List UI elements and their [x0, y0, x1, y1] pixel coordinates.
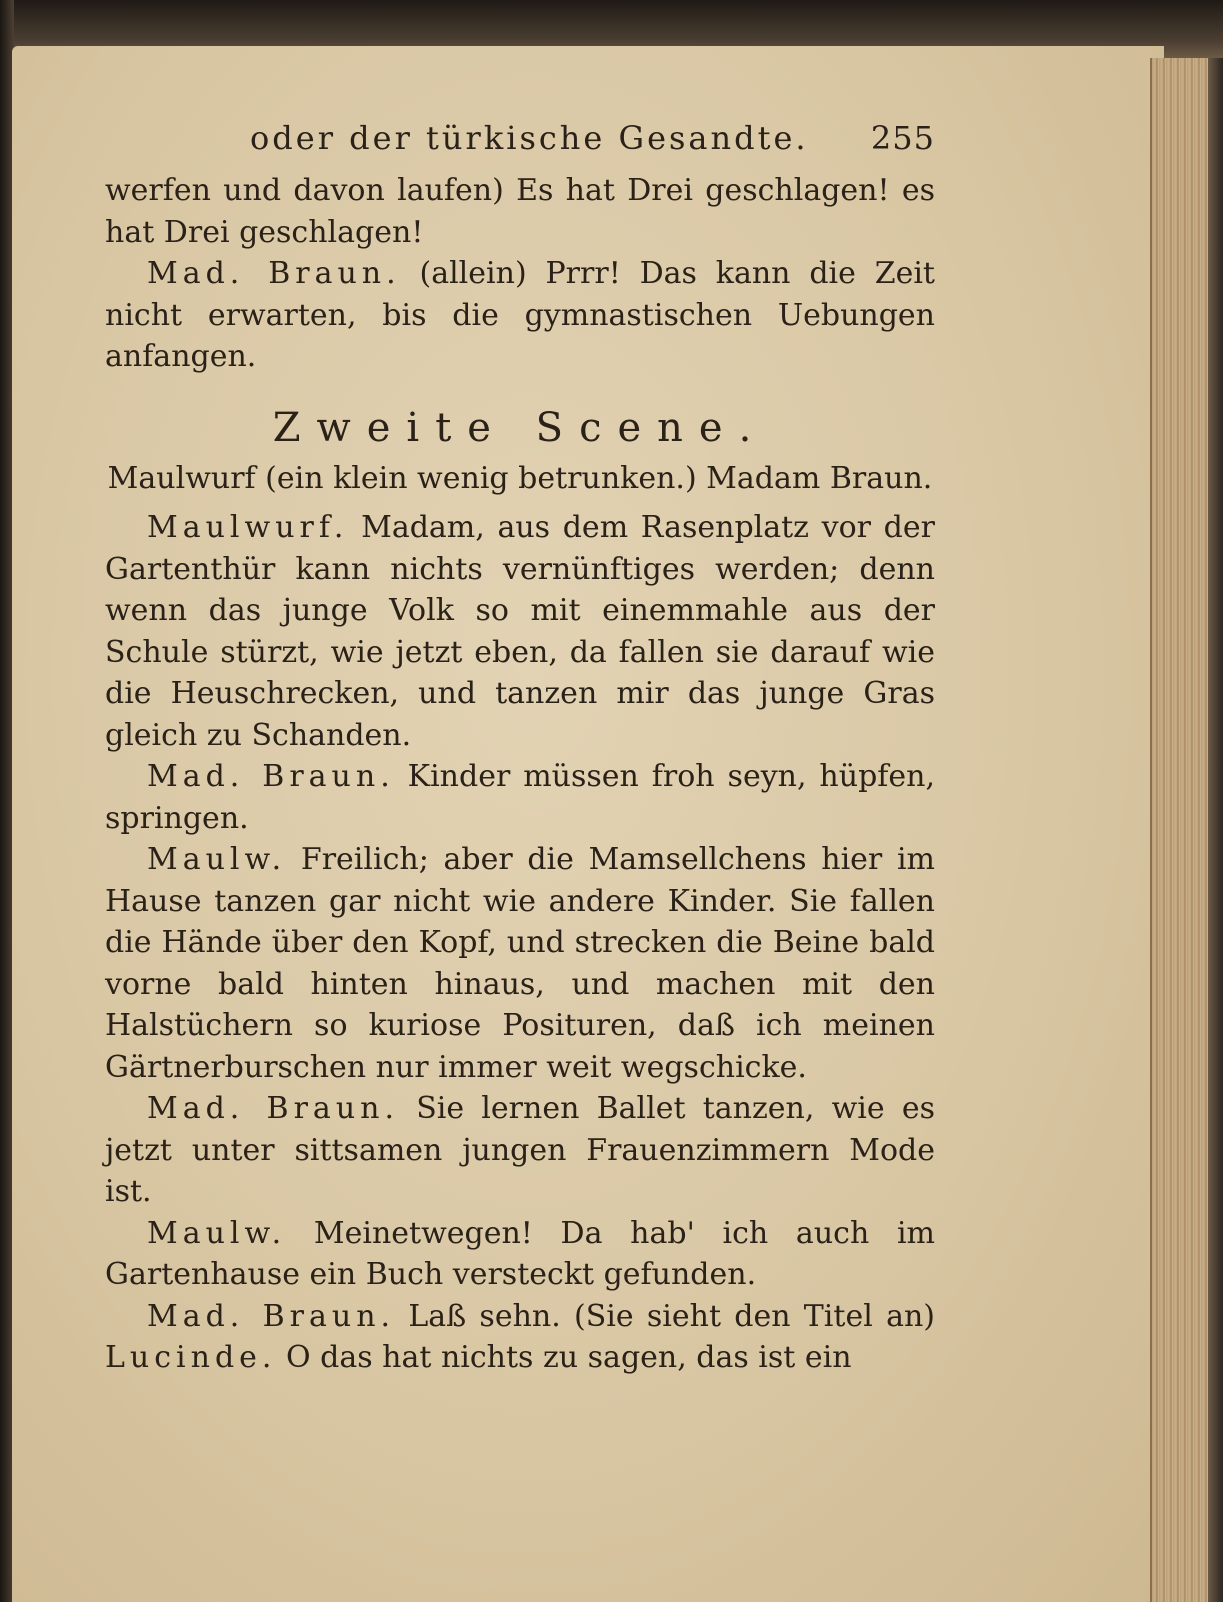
- paragraph-text: Kinder müssen froh seyn, hüpfen, springen.: [105, 759, 935, 836]
- edge-shadow: [1208, 58, 1223, 1602]
- page-text: [105, 110, 935, 1379]
- running-header: [105, 110, 935, 170]
- page-edges: [1150, 58, 1212, 1602]
- speaker-name: Mad. Braun.: [147, 1091, 399, 1126]
- paragraph-text: O das hat nichts zu sagen, das ist ein: [286, 1340, 852, 1375]
- paragraph-text: Sie lernen Ballet tanzen, wie es jetzt unter sittsamen jungen Frauenzimmern Mode ist.: [105, 1091, 935, 1209]
- speaker-name: Maulwurf.: [147, 510, 349, 545]
- paragraph-2: [105, 253, 935, 378]
- paragraph-text: werfen und davon laufen) Es hat Drei geschlagen! es hat Drei geschlagen!: [105, 173, 935, 250]
- speaker-name: Mad. Braun.: [147, 1298, 396, 1334]
- paragraph-8: [105, 1296, 935, 1379]
- paragraph-text: Laß sehn. (Sie sieht den Titel an): [408, 1298, 935, 1334]
- scene-title: Zweite Scene.: [272, 404, 768, 451]
- paragraph-7: [105, 1213, 935, 1296]
- page-number: 255: [870, 119, 935, 157]
- running-title: oder der türkische Gesandte.: [250, 119, 809, 157]
- paragraph-text: Meinetwegen! Da hab' ich auch im Gartenhause ein Buch versteckt gefunden.: [105, 1215, 935, 1292]
- scene-cast: Maulwurf (ein klein wenig betrunken.) Madam Braun.: [107, 460, 933, 496]
- book-title: Lucinde.: [105, 1340, 277, 1375]
- speaker-name: Maulw.: [147, 1215, 287, 1251]
- paragraph-3: [105, 507, 935, 756]
- paragraph-4: [105, 756, 935, 839]
- paragraph-6: [105, 1088, 935, 1213]
- speaker-name: Maulw.: [147, 842, 287, 877]
- paragraph-1: [105, 170, 935, 253]
- paragraph-text: (allein) Prrr! Das kann die Zeit nicht erwarten, bis die gymnastischen Uebungen anfangen.: [105, 256, 935, 374]
- speaker-name: Mad. Braun.: [147, 256, 401, 291]
- paragraph-5: [105, 839, 935, 1088]
- paragraph-text: Freilich; aber die Mamsellchens hier im Hause tanzen gar nicht wie andere Kinder. Sie fallen die Hände über den Kopf, und strecken die Beine bald vorne bald hinten hinaus, und machen mit den Halstüchern so kuriose Posituren, daß ich meinen Gärtnerburschen nur immer weit wegschicke.: [105, 842, 935, 1085]
- speaker-name: Mad. Braun.: [147, 759, 395, 794]
- paragraph-text: Madam, aus dem Rasenplatz vor der Gartenthür kann nichts vernünftiges werden; denn wenn das junge Volk so mit einemmahle aus der Schule stürzt, wie jetzt eben, da fallen sie darauf wie die Heuschrecken, und tanzen mir das junge Gras gleich zu Schanden.: [105, 510, 935, 753]
